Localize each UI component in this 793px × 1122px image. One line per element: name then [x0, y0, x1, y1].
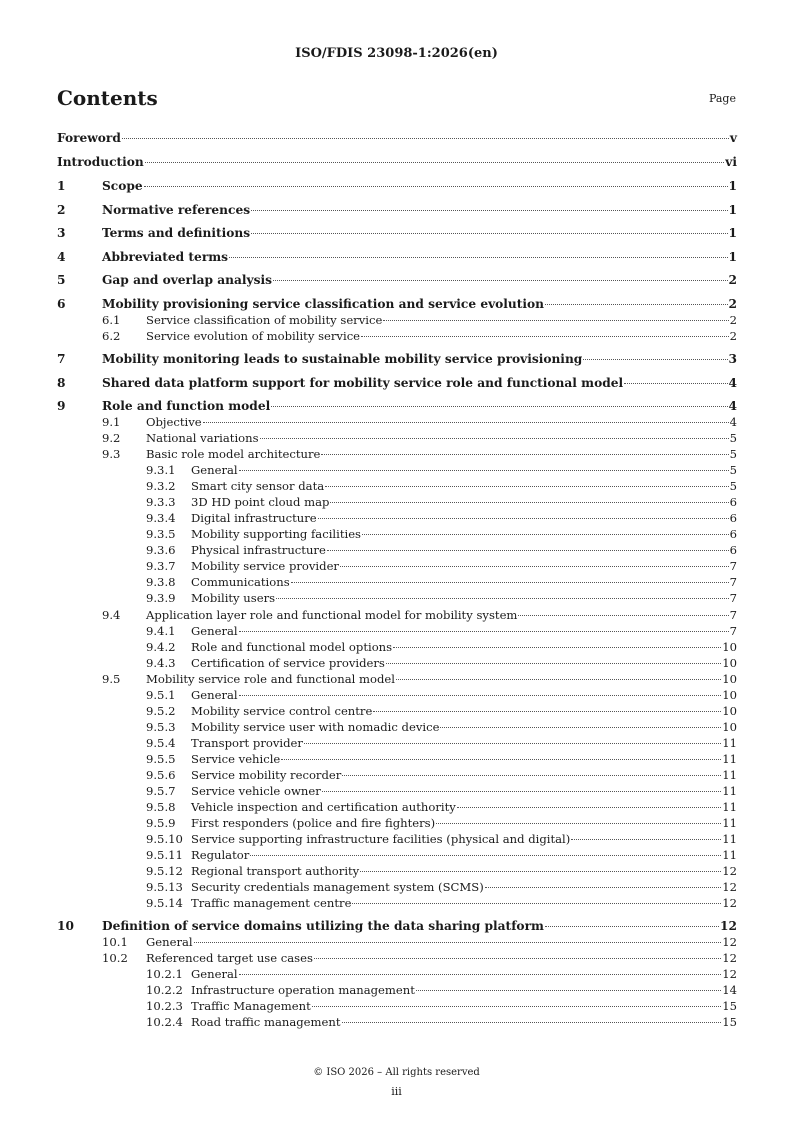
- toc-entry-number: 10.2.1: [146, 967, 183, 981]
- toc-entry[interactable]: [57, 752, 737, 766]
- dot-leader: [271, 406, 727, 407]
- toc-entry[interactable]: [57, 273, 737, 287]
- toc-entry-title[interactable]: General: [191, 624, 238, 638]
- toc-entry-title[interactable]: General: [191, 967, 238, 981]
- toc-entry-number: 9.5.14: [146, 896, 183, 910]
- toc-entry-page[interactable]: 12: [722, 864, 737, 878]
- toc-entry-page[interactable]: 12: [722, 896, 737, 910]
- toc-entry-number: 9.3.7: [146, 559, 176, 573]
- toc-entry-page[interactable]: 14: [722, 983, 737, 997]
- dot-leader: [396, 679, 721, 680]
- dot-leader: [485, 887, 722, 888]
- toc-entry-title[interactable]: Scope: [102, 179, 143, 193]
- toc-entry[interactable]: [57, 479, 737, 493]
- dot-leader: [122, 138, 729, 139]
- toc-entry-number: 3: [57, 226, 66, 240]
- toc-entry-title[interactable]: Application layer role and functional model for mobility system: [146, 608, 518, 622]
- toc-entry-title[interactable]: Mobility users: [191, 591, 276, 605]
- dot-leader: [144, 186, 728, 187]
- toc-entry-page[interactable]: 5: [729, 463, 737, 477]
- toc-entry-number: 9.5.8: [146, 800, 176, 814]
- dot-leader: [352, 903, 721, 904]
- dot-leader: [273, 280, 728, 281]
- toc-entry-title[interactable]: Normative references: [102, 203, 251, 217]
- toc-entry[interactable]: [57, 131, 737, 145]
- dot-leader: [203, 422, 729, 423]
- dot-leader: [342, 775, 721, 776]
- dot-leader: [304, 743, 721, 744]
- toc-entry-number: 9.3.8: [146, 575, 176, 589]
- toc-entry-title[interactable]: Physical infrastructure: [191, 543, 326, 557]
- toc-entry-number: 10.2.2: [146, 983, 183, 997]
- toc-entry-number: 2: [57, 203, 66, 217]
- dot-leader: [361, 336, 729, 337]
- toc-entry-page[interactable]: 12: [722, 967, 737, 981]
- dot-leader: [340, 566, 729, 567]
- toc-entry-number: 10: [57, 919, 74, 933]
- toc-entry-page[interactable]: 5: [729, 447, 737, 461]
- toc-entry-title[interactable]: Regulator: [191, 848, 250, 862]
- dot-leader: [518, 615, 728, 616]
- toc-entry[interactable]: [57, 624, 737, 638]
- toc-entry[interactable]: [57, 250, 737, 264]
- toc-entry-number: 6.2: [102, 329, 121, 343]
- toc-entry-title[interactable]: General: [191, 688, 238, 702]
- toc-entry-number: 8: [57, 376, 66, 390]
- dot-leader: [327, 550, 729, 551]
- toc-entry-page[interactable]: 7: [729, 624, 737, 638]
- toc-entry-page[interactable]: 4: [729, 415, 737, 429]
- toc-entry-number: 9.5.1: [146, 688, 176, 702]
- toc-entry-title[interactable]: Terms and definitions: [102, 226, 251, 240]
- toc-entry[interactable]: [57, 640, 737, 654]
- toc-entry-title[interactable]: Digital infrastructure: [191, 511, 317, 525]
- toc-entry-number: 4: [57, 250, 66, 264]
- toc-entry-page[interactable]: 11: [722, 816, 737, 830]
- toc-entry-page[interactable]: 4: [728, 399, 737, 413]
- toc-entry[interactable]: [57, 1015, 737, 1029]
- toc-entry-title[interactable]: Objective: [146, 415, 202, 429]
- toc-entry-page[interactable]: 6: [729, 495, 737, 509]
- toc-entry[interactable]: [57, 784, 737, 798]
- toc-entry-title[interactable]: Security credentials management system (SCMS): [191, 880, 484, 894]
- toc-entry-number: 9.4.1: [146, 624, 176, 638]
- dot-leader: [436, 823, 721, 824]
- dot-leader: [314, 958, 721, 959]
- dot-leader: [321, 454, 728, 455]
- toc-entry-page[interactable]: v: [729, 131, 737, 145]
- toc-entry[interactable]: [57, 672, 737, 686]
- toc-entry-title[interactable]: Service supporting infrastructure facilities (physical and digital): [191, 832, 571, 846]
- toc-entry-title[interactable]: Mobility monitoring leads to sustainable mobility service provisioning: [102, 352, 583, 366]
- toc-entry-number: 9.5.7: [146, 784, 176, 798]
- toc-entry-title[interactable]: Abbreviated terms: [102, 250, 228, 264]
- page-column-label: Page: [708, 92, 736, 105]
- toc-entry-page[interactable]: 10: [722, 720, 737, 734]
- toc-entry-number: 10.2.4: [146, 1015, 183, 1029]
- dot-leader: [194, 942, 722, 943]
- copyright-notice: © ISO 2026 – All rights reserved: [313, 1067, 480, 1078]
- toc-entry-page[interactable]: 11: [722, 800, 737, 814]
- toc-entry-number: 6.1: [102, 313, 121, 327]
- toc-entry[interactable]: [57, 559, 737, 573]
- toc-entry-page[interactable]: 2: [728, 273, 737, 287]
- dot-leader: [440, 727, 721, 728]
- toc-entry-page[interactable]: 12: [722, 880, 737, 894]
- toc-entry-number: 9.1: [102, 415, 121, 429]
- toc-entry-number: 9.5: [102, 672, 121, 686]
- toc-entry-title[interactable]: Gap and overlap analysis: [102, 273, 272, 287]
- toc-entry[interactable]: [57, 896, 737, 910]
- toc-entry-page[interactable]: 1: [728, 179, 737, 193]
- toc-entry-number: 9: [57, 399, 66, 413]
- toc-entry-number: 9.3.1: [146, 463, 176, 477]
- toc-entry-page[interactable]: 6: [729, 527, 737, 541]
- toc-entry[interactable]: [57, 203, 737, 217]
- toc-entry-page[interactable]: 10: [722, 640, 737, 654]
- toc-entry-page[interactable]: 11: [722, 768, 737, 782]
- toc-entry-title[interactable]: 3D HD point cloud map: [191, 495, 330, 509]
- toc-entry-number: 9.5.11: [146, 848, 183, 862]
- toc-entry[interactable]: [57, 688, 737, 702]
- dot-leader: [239, 695, 722, 696]
- toc-entry[interactable]: [57, 431, 737, 445]
- dot-leader: [281, 759, 721, 760]
- toc-entry-page[interactable]: 12: [722, 935, 737, 949]
- toc-entry-number: 9.3.3: [146, 495, 176, 509]
- dot-leader: [325, 486, 728, 487]
- dot-leader: [239, 974, 722, 975]
- toc-entry-title[interactable]: Mobility service user with nomadic device: [191, 720, 440, 734]
- toc-entry-page[interactable]: 1: [728, 203, 737, 217]
- toc-entry-number: 9.3: [102, 447, 121, 461]
- dot-leader: [239, 470, 729, 471]
- toc-entry-title[interactable]: Shared data platform support for mobility service role and functional model: [102, 376, 624, 390]
- dot-leader: [250, 855, 721, 856]
- toc-entry-number: 9.4: [102, 608, 121, 622]
- toc-entry-page[interactable]: 4: [728, 376, 737, 390]
- toc-entry-title[interactable]: National variations: [146, 431, 259, 445]
- toc-entry-page[interactable]: 11: [722, 832, 737, 846]
- toc-entry-number: 10.2.3: [146, 999, 183, 1013]
- toc-entry[interactable]: [57, 179, 737, 193]
- toc-entry-title[interactable]: Regional transport authority: [191, 864, 360, 878]
- dot-leader: [318, 518, 729, 519]
- toc-entry-title[interactable]: First responders (police and fire fighters): [191, 816, 436, 830]
- toc-entry[interactable]: [57, 399, 737, 413]
- toc-entry[interactable]: [57, 543, 737, 557]
- toc-entry-number: 9.5.13: [146, 880, 183, 894]
- toc-entry-number: 9.4.2: [146, 640, 176, 654]
- toc-entry-title[interactable]: Foreword: [57, 131, 121, 145]
- toc-entry-title[interactable]: Service evolution of mobility service: [146, 329, 361, 343]
- toc-entry[interactable]: [57, 983, 737, 997]
- toc-entry[interactable]: [57, 935, 737, 949]
- toc-entry-number: 9.3.4: [146, 511, 176, 525]
- toc-entry-title[interactable]: General: [146, 935, 193, 949]
- dot-leader: [276, 598, 729, 599]
- toc-entry-number: 9.5.12: [146, 864, 183, 878]
- toc-entry[interactable]: [57, 704, 737, 718]
- toc-entry-page[interactable]: 10: [722, 688, 737, 702]
- toc-entry-page[interactable]: 15: [722, 999, 737, 1013]
- toc-entry-number: 9.5.4: [146, 736, 176, 750]
- toc-entry-title[interactable]: Mobility service role and functional model: [146, 672, 396, 686]
- dot-leader: [624, 383, 727, 384]
- toc-entry[interactable]: [57, 880, 737, 894]
- dot-leader: [239, 631, 729, 632]
- toc-entry-title[interactable]: Referenced target use cases: [146, 951, 313, 965]
- toc-entry-title[interactable]: Mobility service provider: [191, 559, 339, 573]
- toc-entry-page[interactable]: 10: [722, 704, 737, 718]
- toc-entry-page[interactable]: 7: [729, 608, 737, 622]
- toc-entry-title[interactable]: Service classification of mobility service: [146, 313, 383, 327]
- toc-entry-page[interactable]: 12: [722, 951, 737, 965]
- toc-entry[interactable]: [57, 527, 737, 541]
- toc-entry-number: 9.4.3: [146, 656, 176, 670]
- toc-entry-title[interactable]: Service vehicle: [191, 752, 281, 766]
- toc-entry-number: 9.5.3: [146, 720, 176, 734]
- toc-entry-page[interactable]: 11: [722, 752, 737, 766]
- toc-entry-page[interactable]: 11: [722, 784, 737, 798]
- toc-entry-page[interactable]: 10: [722, 672, 737, 686]
- toc-entry-title[interactable]: Mobility service control centre: [191, 704, 373, 718]
- dot-leader: [251, 210, 727, 211]
- toc-entry-title[interactable]: Vehicle inspection and certification authority: [191, 800, 456, 814]
- toc-entry-number: 9.2: [102, 431, 121, 445]
- toc-entry-title[interactable]: Basic role model architecture: [146, 447, 321, 461]
- toc-entry-title[interactable]: Road traffic management: [191, 1015, 341, 1029]
- toc-entry-page[interactable]: 1: [728, 250, 737, 264]
- toc-entry-title[interactable]: Infrastructure operation management: [191, 983, 415, 997]
- toc-entry[interactable]: [57, 768, 737, 782]
- toc-entry-page[interactable]: 10: [722, 656, 737, 670]
- page-number: iii: [391, 1085, 402, 1098]
- toc-entry-number: 9.5.10: [146, 832, 183, 846]
- dot-leader: [545, 304, 727, 305]
- toc-entry[interactable]: [57, 736, 737, 750]
- dot-leader: [330, 502, 728, 503]
- toc-entry-title[interactable]: Smart city sensor data: [191, 479, 325, 493]
- dot-leader: [362, 534, 729, 535]
- toc-entry-number: 7: [57, 352, 66, 366]
- toc-entry[interactable]: [57, 155, 737, 169]
- dot-leader: [260, 438, 729, 439]
- dot-leader: [342, 1022, 722, 1023]
- toc-entry[interactable]: [57, 919, 737, 933]
- toc-entry-page[interactable]: 6: [729, 511, 737, 525]
- toc-entry[interactable]: [57, 376, 737, 390]
- toc-entry[interactable]: [57, 656, 737, 670]
- toc-entry-number: 9.3.6: [146, 543, 176, 557]
- toc-entry-page[interactable]: 5: [729, 479, 737, 493]
- toc-entry[interactable]: [57, 816, 737, 830]
- toc-entry[interactable]: [57, 591, 737, 605]
- dot-leader: [322, 791, 721, 792]
- dot-leader: [583, 359, 727, 360]
- toc-entry-page[interactable]: 15: [722, 1015, 737, 1029]
- toc-entry-number: 9.3.9: [146, 591, 176, 605]
- toc-entry-title[interactable]: Certification of service providers: [191, 656, 385, 670]
- toc-entry[interactable]: [57, 999, 737, 1013]
- toc-entry-page[interactable]: 7: [729, 559, 737, 573]
- toc-entry-number: 9.5.9: [146, 816, 176, 830]
- toc-entry-number: 5: [57, 273, 66, 287]
- toc-entry[interactable]: [57, 575, 737, 589]
- dot-leader: [373, 711, 721, 712]
- toc-entry-number: 9.5.5: [146, 752, 176, 766]
- toc-entry-page[interactable]: 2: [729, 329, 737, 343]
- toc-entry-title[interactable]: Role and function model: [102, 399, 271, 413]
- toc-entry-page[interactable]: 1: [728, 226, 737, 240]
- toc-entry[interactable]: [57, 848, 737, 862]
- dot-leader: [571, 839, 721, 840]
- toc-entry[interactable]: [57, 495, 737, 509]
- dot-leader: [386, 663, 721, 664]
- toc-entry-title[interactable]: Role and functional model options: [191, 640, 393, 654]
- toc-entry[interactable]: [57, 463, 737, 477]
- dot-leader: [383, 320, 728, 321]
- toc-entry-number: 10.1: [102, 935, 128, 949]
- dot-leader: [416, 990, 721, 991]
- toc-entry[interactable]: [57, 832, 737, 846]
- toc-entry[interactable]: [57, 352, 737, 366]
- toc-entry[interactable]: [57, 511, 737, 525]
- toc-entry[interactable]: [57, 297, 737, 311]
- toc-entry-page[interactable]: 6: [729, 543, 737, 557]
- toc-entry-title[interactable]: Communications: [191, 575, 290, 589]
- dot-leader: [251, 233, 727, 234]
- toc-entry-page[interactable]: 2: [729, 313, 737, 327]
- toc-entry-number: 1: [57, 179, 66, 193]
- toc-entry-title[interactable]: Introduction: [57, 155, 144, 169]
- toc-entry-page[interactable]: vi: [725, 155, 737, 169]
- toc-entry-title[interactable]: General: [191, 463, 238, 477]
- toc-entry-page[interactable]: 5: [729, 431, 737, 445]
- dot-leader: [312, 1006, 721, 1007]
- toc-entry[interactable]: [57, 720, 737, 734]
- toc-entry-page[interactable]: 11: [722, 848, 737, 862]
- toc-entry[interactable]: [57, 329, 737, 343]
- toc-entry-page[interactable]: 3: [728, 352, 737, 366]
- toc-entry-page[interactable]: 7: [729, 575, 737, 589]
- toc-entry-number: 9.3.2: [146, 479, 176, 493]
- toc-entry[interactable]: [57, 967, 737, 981]
- toc-entry-number: 6: [57, 297, 66, 311]
- toc-entry-number: 9.3.5: [146, 527, 176, 541]
- toc-entry-title[interactable]: Service vehicle owner: [191, 784, 321, 798]
- dot-leader: [393, 647, 721, 648]
- dot-leader: [145, 162, 724, 163]
- toc-entry-title[interactable]: Service mobility recorder: [191, 768, 342, 782]
- toc-entry-title[interactable]: Traffic Management: [191, 999, 311, 1013]
- document-header: ISO/FDIS 23098-1:2026(en): [295, 46, 498, 61]
- toc-entry-title[interactable]: Transport provider: [191, 736, 303, 750]
- toc-entry[interactable]: [57, 313, 737, 327]
- toc-entry-page[interactable]: 12: [720, 919, 737, 933]
- toc-entry[interactable]: [57, 415, 737, 429]
- toc-entry[interactable]: [57, 864, 737, 878]
- toc-entry-page[interactable]: 7: [729, 591, 737, 605]
- toc-entry-title[interactable]: Traffic management centre: [191, 896, 352, 910]
- toc-entry[interactable]: [57, 951, 737, 965]
- toc-entry[interactable]: [57, 800, 737, 814]
- dot-leader: [360, 871, 721, 872]
- page-title: Contents: [57, 86, 158, 110]
- toc-entry[interactable]: [57, 226, 737, 240]
- toc-entry[interactable]: [57, 608, 737, 622]
- toc-entry-number: 10.2: [102, 951, 128, 965]
- toc-entry-number: 9.5.6: [146, 768, 176, 782]
- toc-entry-page[interactable]: 11: [722, 736, 737, 750]
- dot-leader: [291, 582, 729, 583]
- toc-entry-title[interactable]: Mobility supporting facilities: [191, 527, 362, 541]
- toc-entry-title[interactable]: Mobility provisioning service classification and service evolution: [102, 297, 545, 311]
- dot-leader: [229, 257, 728, 258]
- toc-entry[interactable]: [57, 447, 737, 461]
- dot-leader: [545, 926, 719, 927]
- toc-entry-number: 9.5.2: [146, 704, 176, 718]
- toc-entry-title[interactable]: Definition of service domains utilizing the data sharing platform: [102, 919, 544, 933]
- dot-leader: [457, 807, 721, 808]
- toc-entry-page[interactable]: 2: [728, 297, 737, 311]
